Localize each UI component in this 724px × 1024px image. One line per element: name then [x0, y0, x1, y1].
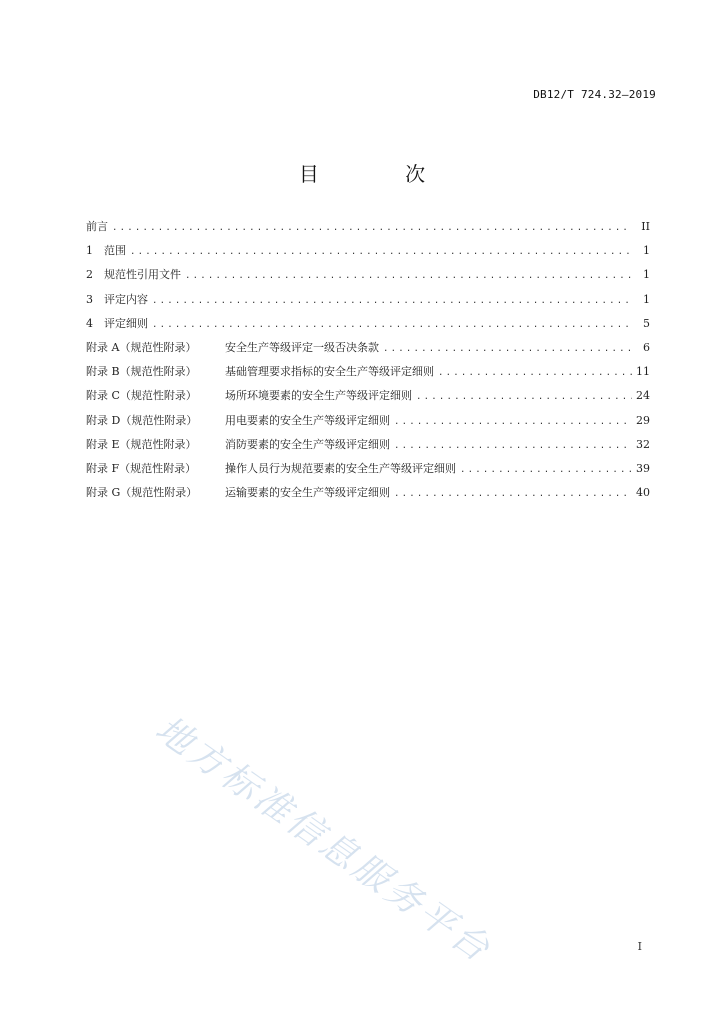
- toc-title: 目 次: [298, 162, 466, 186]
- toc-entry-appendix-prefix: 附录 G（规范性附录）: [86, 486, 198, 500]
- toc-entry-appendix-e[interactable]: [86, 436, 650, 460]
- toc-entry-appendix-a[interactable]: [86, 339, 650, 363]
- toc-entry-appendix-prefix: 附录 C（规范性附录）: [86, 389, 197, 403]
- toc-leader-dots: [130, 247, 632, 257]
- toc-entry-scope[interactable]: [86, 242, 650, 266]
- toc-entry-label: 前言: [86, 220, 108, 233]
- toc-entry-normative-references[interactable]: [86, 266, 650, 290]
- toc-entry-page: 6: [643, 340, 650, 354]
- toc-entry-page: 40: [636, 486, 650, 500]
- toc-entry-label: 基础管理要求指标的安全生产等级评定细则: [225, 365, 434, 379]
- toc-entry-page: 1: [643, 268, 650, 282]
- toc-entry-foreword[interactable]: [86, 218, 650, 242]
- toc-entry-label: 场所环境要素的安全生产等级评定细则: [225, 389, 412, 403]
- toc-list: [86, 218, 650, 508]
- toc-leader-dots: [185, 271, 632, 281]
- toc-entry-number: 1: [86, 244, 93, 258]
- toc-entry-appendix-g[interactable]: [86, 484, 650, 508]
- toc-entry-page: 1: [643, 244, 650, 258]
- toc-entry-page: 1: [643, 292, 650, 306]
- toc-entry-appendix-prefix: 附录 D（规范性附录）: [86, 413, 198, 427]
- toc-entry-page: 39: [636, 461, 650, 475]
- toc-leader-dots: [152, 296, 632, 306]
- toc-entry-page: 29: [636, 413, 650, 427]
- toc-entry-label: 消防要素的安全生产等级评定细则: [225, 437, 390, 451]
- toc-entry-page: 5: [643, 316, 650, 330]
- toc-entry-number: 2: [86, 268, 93, 282]
- toc-leader-dots: [460, 465, 632, 475]
- toc-leader-dots: [383, 344, 632, 354]
- toc-leader-dots: [394, 489, 632, 499]
- toc-entry-appendix-prefix: 附录 A（规范性附录）: [86, 340, 197, 354]
- toc-entry-label: 规范性引用文件: [104, 268, 181, 282]
- toc-entry-label: 评定内容: [104, 292, 148, 306]
- toc-entry-label: 范围: [104, 244, 126, 258]
- toc-leader-dots: [416, 392, 632, 402]
- toc-entry-label: 评定细则: [104, 316, 148, 330]
- toc-entry-appendix-d[interactable]: [86, 412, 650, 436]
- toc-entry-label: 安全生产等级评定一级否决条款: [225, 340, 379, 354]
- toc-entry-assessment-rules[interactable]: [86, 315, 650, 339]
- document-code: DB12/T 724.32—2019: [533, 88, 656, 101]
- toc-entry-appendix-f[interactable]: [86, 460, 650, 484]
- toc-entry-number: 3: [86, 292, 93, 306]
- toc-entry-appendix-c[interactable]: [86, 387, 650, 411]
- toc-entry-page: 11: [636, 365, 650, 379]
- toc-entry-number: 4: [86, 316, 93, 330]
- toc-entry-page: 24: [636, 389, 650, 403]
- watermark: 地方标准信息服务平台: [147, 708, 500, 972]
- toc-leader-dots: [394, 417, 632, 427]
- toc-entry-page: 32: [636, 437, 650, 451]
- toc-entry-label: 操作人员行为规范要素的安全生产等级评定细则: [225, 461, 456, 475]
- toc-entry-label: 用电要素的安全生产等级评定细则: [225, 413, 390, 427]
- toc-entry-appendix-prefix: 附录 F（规范性附录）: [86, 461, 197, 475]
- toc-entry-label: 运输要素的安全生产等级评定细则: [225, 486, 390, 500]
- toc-leader-dots: [394, 441, 632, 451]
- toc-entry-page: II: [641, 220, 650, 233]
- toc-entry-appendix-prefix: 附录 B（规范性附录）: [86, 365, 197, 379]
- toc-entry-appendix-prefix: 附录 E（规范性附录）: [86, 437, 197, 451]
- toc-leader-dots: [112, 223, 632, 233]
- toc-leader-dots: [152, 320, 632, 330]
- toc-entry-appendix-b[interactable]: [86, 363, 650, 387]
- page-number: I: [637, 940, 642, 953]
- toc-leader-dots: [438, 368, 632, 378]
- toc-entry-assessment-content[interactable]: [86, 291, 650, 315]
